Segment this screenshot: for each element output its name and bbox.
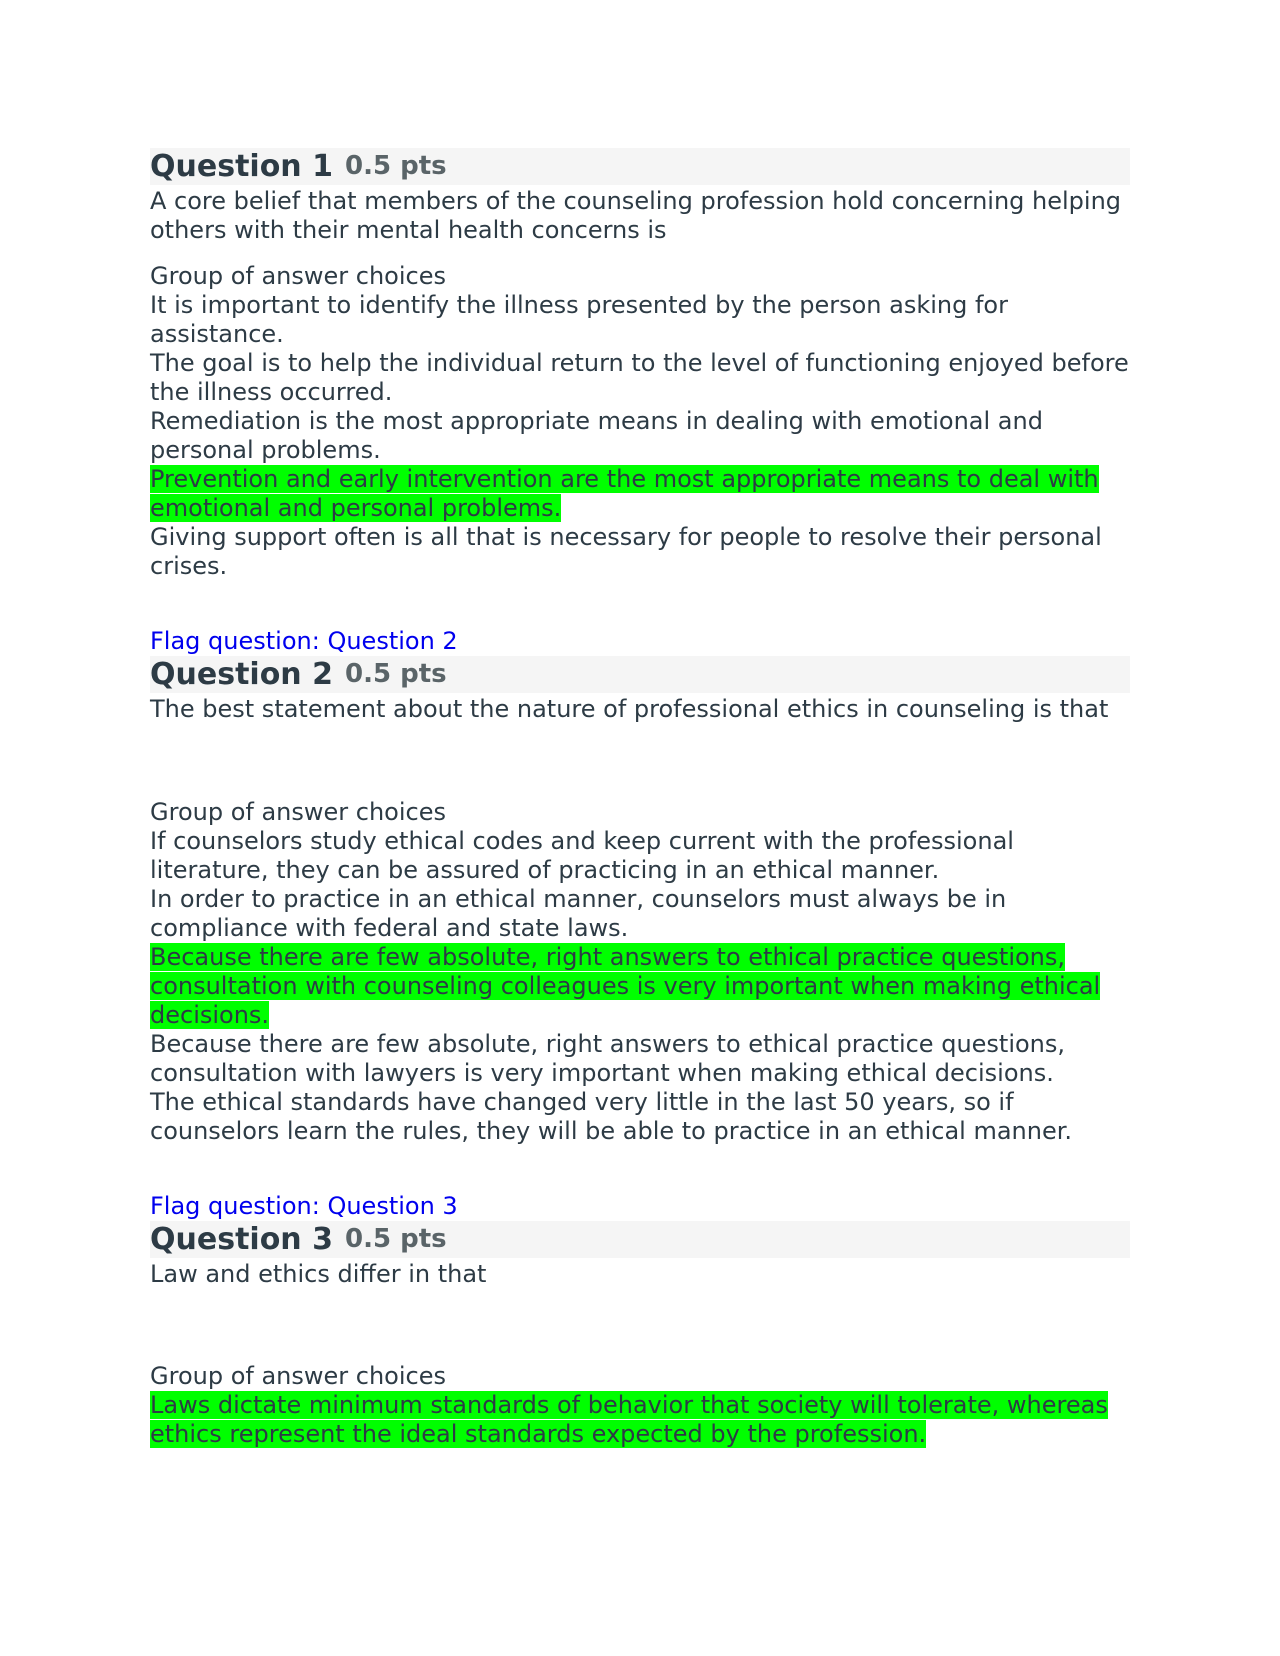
answer-choice[interactable]: [150, 943, 1130, 1030]
answer-text: The goal is to help the individual return to the level of functioning enjoyed before the illness occurred.: [150, 349, 1129, 406]
answer-text-highlighted: Laws dictate minimum standards of behavior that society will tolerate, whereas ethics represent the ideal standards expected by the profession.: [150, 1391, 1108, 1448]
answer-choice[interactable]: [150, 349, 1130, 407]
question-text: A core belief that members of the counseling profession hold concerning helping others with their mental health concerns is: [150, 187, 1122, 244]
flag-question-link[interactable]: Flag question: Question 3: [150, 1192, 458, 1220]
question-text: Law and ethics differ in that: [150, 1260, 487, 1288]
answer-text: In order to practice in an ethical manner, counselors must always be in compliance with federal and state laws.: [150, 885, 1007, 942]
answer-text: Because there are few absolute, right answers to ethical practice questions, consultation with lawyers is very important when making ethical decisions.: [150, 1030, 1066, 1087]
question-text: The best statement about the nature of professional ethics in counseling is that: [150, 695, 1109, 723]
question-title: Question 3: [150, 1222, 333, 1257]
answer-text: Remediation is the most appropriate means in dealing with emotional and personal problems.: [150, 407, 1043, 464]
question-header: [150, 656, 1130, 693]
answer-text: The ethical standards have changed very little in the last 50 years, so if counselors learn the rules, they will be able to practice in an ethical manner.: [150, 1088, 1073, 1145]
answer-list: [150, 1391, 1130, 1449]
answer-choice[interactable]: [150, 1088, 1130, 1146]
answer-text-highlighted: Because there are few absolute, right answers to ethical practice questions, consultation with counseling colleagues is very important when making ethical decisions.: [150, 943, 1101, 1029]
question-points: 0.5 pts: [344, 659, 447, 689]
answer-choice[interactable]: [150, 407, 1130, 465]
answer-choice[interactable]: [150, 291, 1130, 349]
answer-choice[interactable]: [150, 827, 1130, 885]
question-header: [150, 1221, 1130, 1258]
answer-choice[interactable]: [150, 523, 1130, 581]
question-points: 0.5 pts: [344, 1224, 447, 1254]
quiz-page: [150, 148, 1130, 1449]
question-2: [150, 627, 1130, 1146]
answer-text-highlighted: Prevention and early intervention are the most appropriate means to deal with emotional and personal problems.: [150, 465, 1099, 522]
answer-choice[interactable]: [150, 1030, 1130, 1088]
answer-group-label: Group of answer choices: [150, 798, 446, 826]
question-3: [150, 1192, 1130, 1449]
answer-text: Giving support often is all that is necessary for people to resolve their personal crises.: [150, 523, 1102, 580]
question-points: 0.5 pts: [344, 151, 447, 181]
answer-text: If counselors study ethical codes and keep current with the professional literature, they can be assured of practicing in an ethical manner.: [150, 827, 1014, 884]
flag-question-link[interactable]: Flag question: Question 2: [150, 627, 458, 655]
question-1: [150, 148, 1130, 581]
question-header: [150, 148, 1130, 185]
answer-group-label: Group of answer choices: [150, 1362, 446, 1390]
answer-group-label: Group of answer choices: [150, 262, 446, 290]
answer-choice[interactable]: [150, 1391, 1130, 1449]
question-title: Question 1: [150, 149, 333, 184]
question-title: Question 2: [150, 657, 333, 692]
answer-list: [150, 291, 1130, 581]
answer-text: It is important to identify the illness presented by the person asking for assistance.: [150, 291, 1008, 348]
answer-choice[interactable]: [150, 465, 1130, 523]
answer-choice[interactable]: [150, 885, 1130, 943]
answer-list: [150, 827, 1130, 1146]
